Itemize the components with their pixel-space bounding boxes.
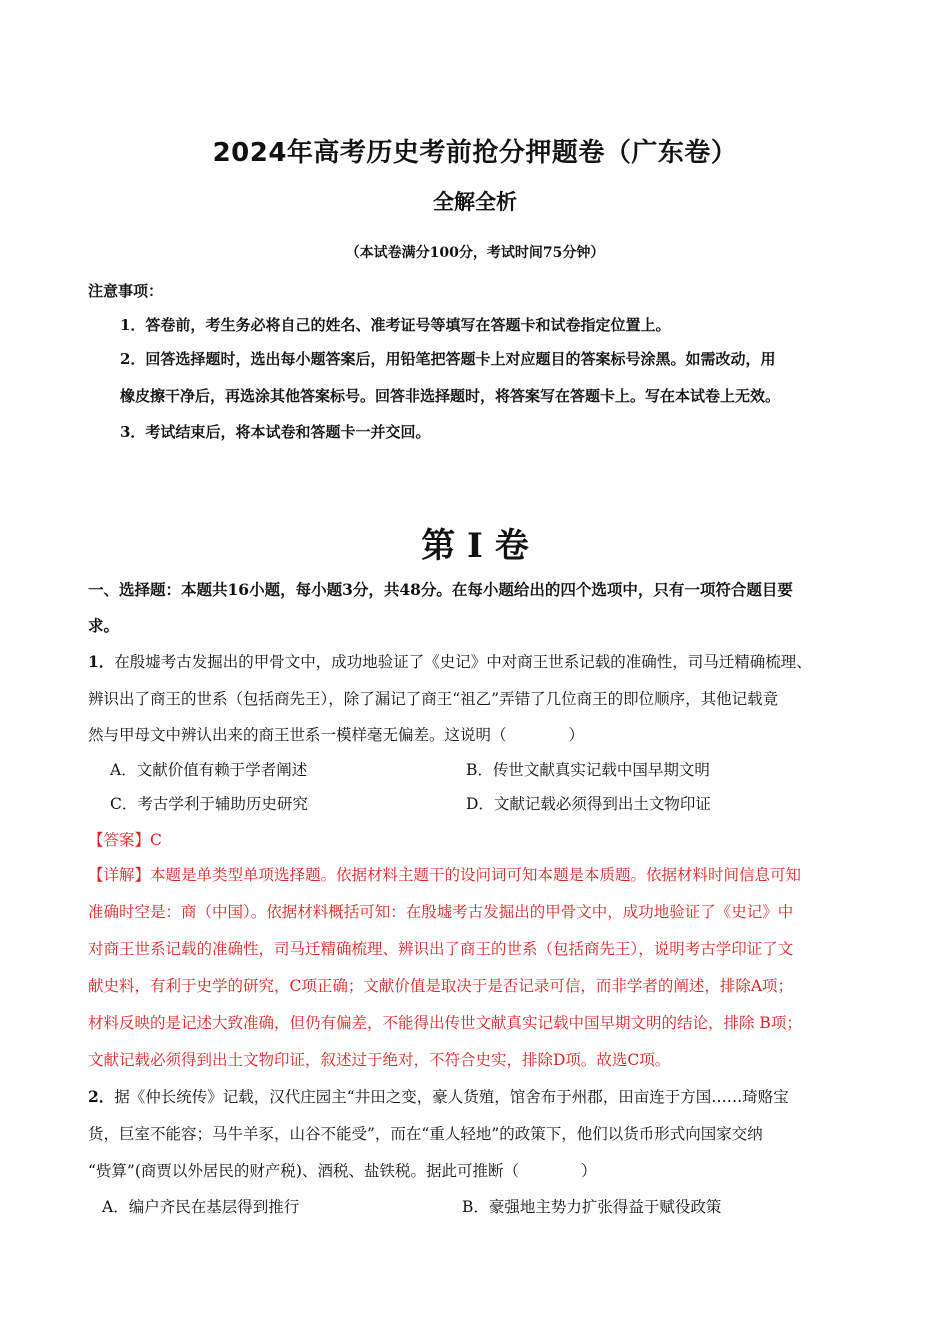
question-1-option-d: D．文献记载必须得到出土文物印证 (466, 795, 711, 813)
explanation-line: 【详解】本题是单类型单项选择题。依据材料主题干的设问词可知本题是本质题。依据材料时间信息可知 (88, 866, 802, 884)
notice-heading: 注意事项： (88, 282, 164, 300)
explanation-line: 对商王世系记载的准确性，司马迁精确梳理、辨识出了商王的世系（包括商先王），说明考古学印证了文 (88, 940, 794, 958)
section-title: 第 I 卷 (421, 526, 529, 566)
question-1-option-a: A．文献价值有赖于学者阐述 (110, 761, 308, 779)
question-1-answer: 【答案】C (88, 831, 162, 849)
question-2-stem (88, 1085, 868, 1107)
question-stem-text: 在殷墟考古发掘出的甲骨文中，成功地验证了《史记》中对商王世系记载的准确性，司马迁精确梳理、 (114, 653, 812, 671)
document-title: 2024年高考历史考前抢分押题卷（广东卷） (212, 138, 738, 168)
explanation-line: 材料反映的是记述大致准确，但仍有偏差，不能得出传世文献真实记载中国早期文明的结论，排除 B项； (88, 1014, 802, 1032)
notice-line: 3．考试结束后，将本试卷和答题卡一并交回。 (120, 423, 431, 441)
exam-info: （本试卷满分100分，考试时间75分钟） (345, 245, 605, 261)
question-2-option-a: A．编户齐民在基层得到推行 (102, 1198, 300, 1216)
explanation-line: 准确时空是：商（中国）。依据材料概括可知：在殷墟考古发掘出的甲骨文中，成功地验证了《史记》中 (88, 903, 794, 921)
question-number: 1． (88, 652, 115, 671)
notice-line: 橡皮擦干净后，再选涂其他答案标号。回答非选择题时，将答案写在答题卡上。写在本试卷上无效。 (120, 387, 781, 405)
question-number: 2． (88, 1087, 115, 1106)
section-instruction: 求。 (88, 616, 120, 635)
question-1-option-b: B．传世文献真实记载中国早期文明 (466, 761, 710, 779)
question-stem-line: “赀算”(商贾以外居民的财产税)、酒税、盐铁税。据此可推断（ ） (88, 1162, 597, 1180)
explanation-line: 献史料，有利于史学的研究，C项正确；文献价值是取决于是否记录可信，而非学者的阐述，排除A项； (88, 977, 794, 995)
notice-line: 2．回答选择题时，选出每小题答案后，用铅笔把答题卡上对应题目的答案标号涂黑。如需改动，用 (120, 350, 776, 368)
question-1-option-c: C．考古学利于辅助历史研究 (110, 795, 308, 813)
document-subtitle: 全解全析 (433, 190, 517, 214)
explanation-line: 文献记载必须得到出土文物印证，叙述过于绝对，不符合史实，排除D项。故选C项。 (88, 1051, 671, 1069)
question-stem-line: 货，巨室不能容；马牛羊豕，山谷不能受”，而在“重人轻地”的政策下，他们以货币形式向国家交纳 (88, 1125, 763, 1143)
question-2-option-b: B．豪强地主势力扩张得益于赋役政策 (462, 1198, 722, 1216)
question-stem-line: 辨识出了商王的世系（包括商先王），除了漏记了商王“祖乙”弄错了几位商王的即位顺序，其他记载竟 (88, 690, 779, 708)
notice-line: 1．答卷前，考生务必将自己的姓名、准考证号等填写在答题卡和试卷指定位置上。 (120, 316, 671, 334)
section-instruction: 一、选择题：本题共16小题，每小题3分，共48分。在每小题给出的四个选项中，只有一项符合题目要 (88, 580, 793, 599)
question-stem-line: 然与甲母文中辨认出来的商王世系一模样毫无偏差。这说明（ ） (88, 726, 585, 744)
question-stem-text: 据《仲长统传》记载，汉代庄园主“井田之变，豪人货殖，馆舍布于州郡，田亩连于方国……琦赂宝 (114, 1088, 789, 1106)
question-1-stem (88, 650, 868, 672)
